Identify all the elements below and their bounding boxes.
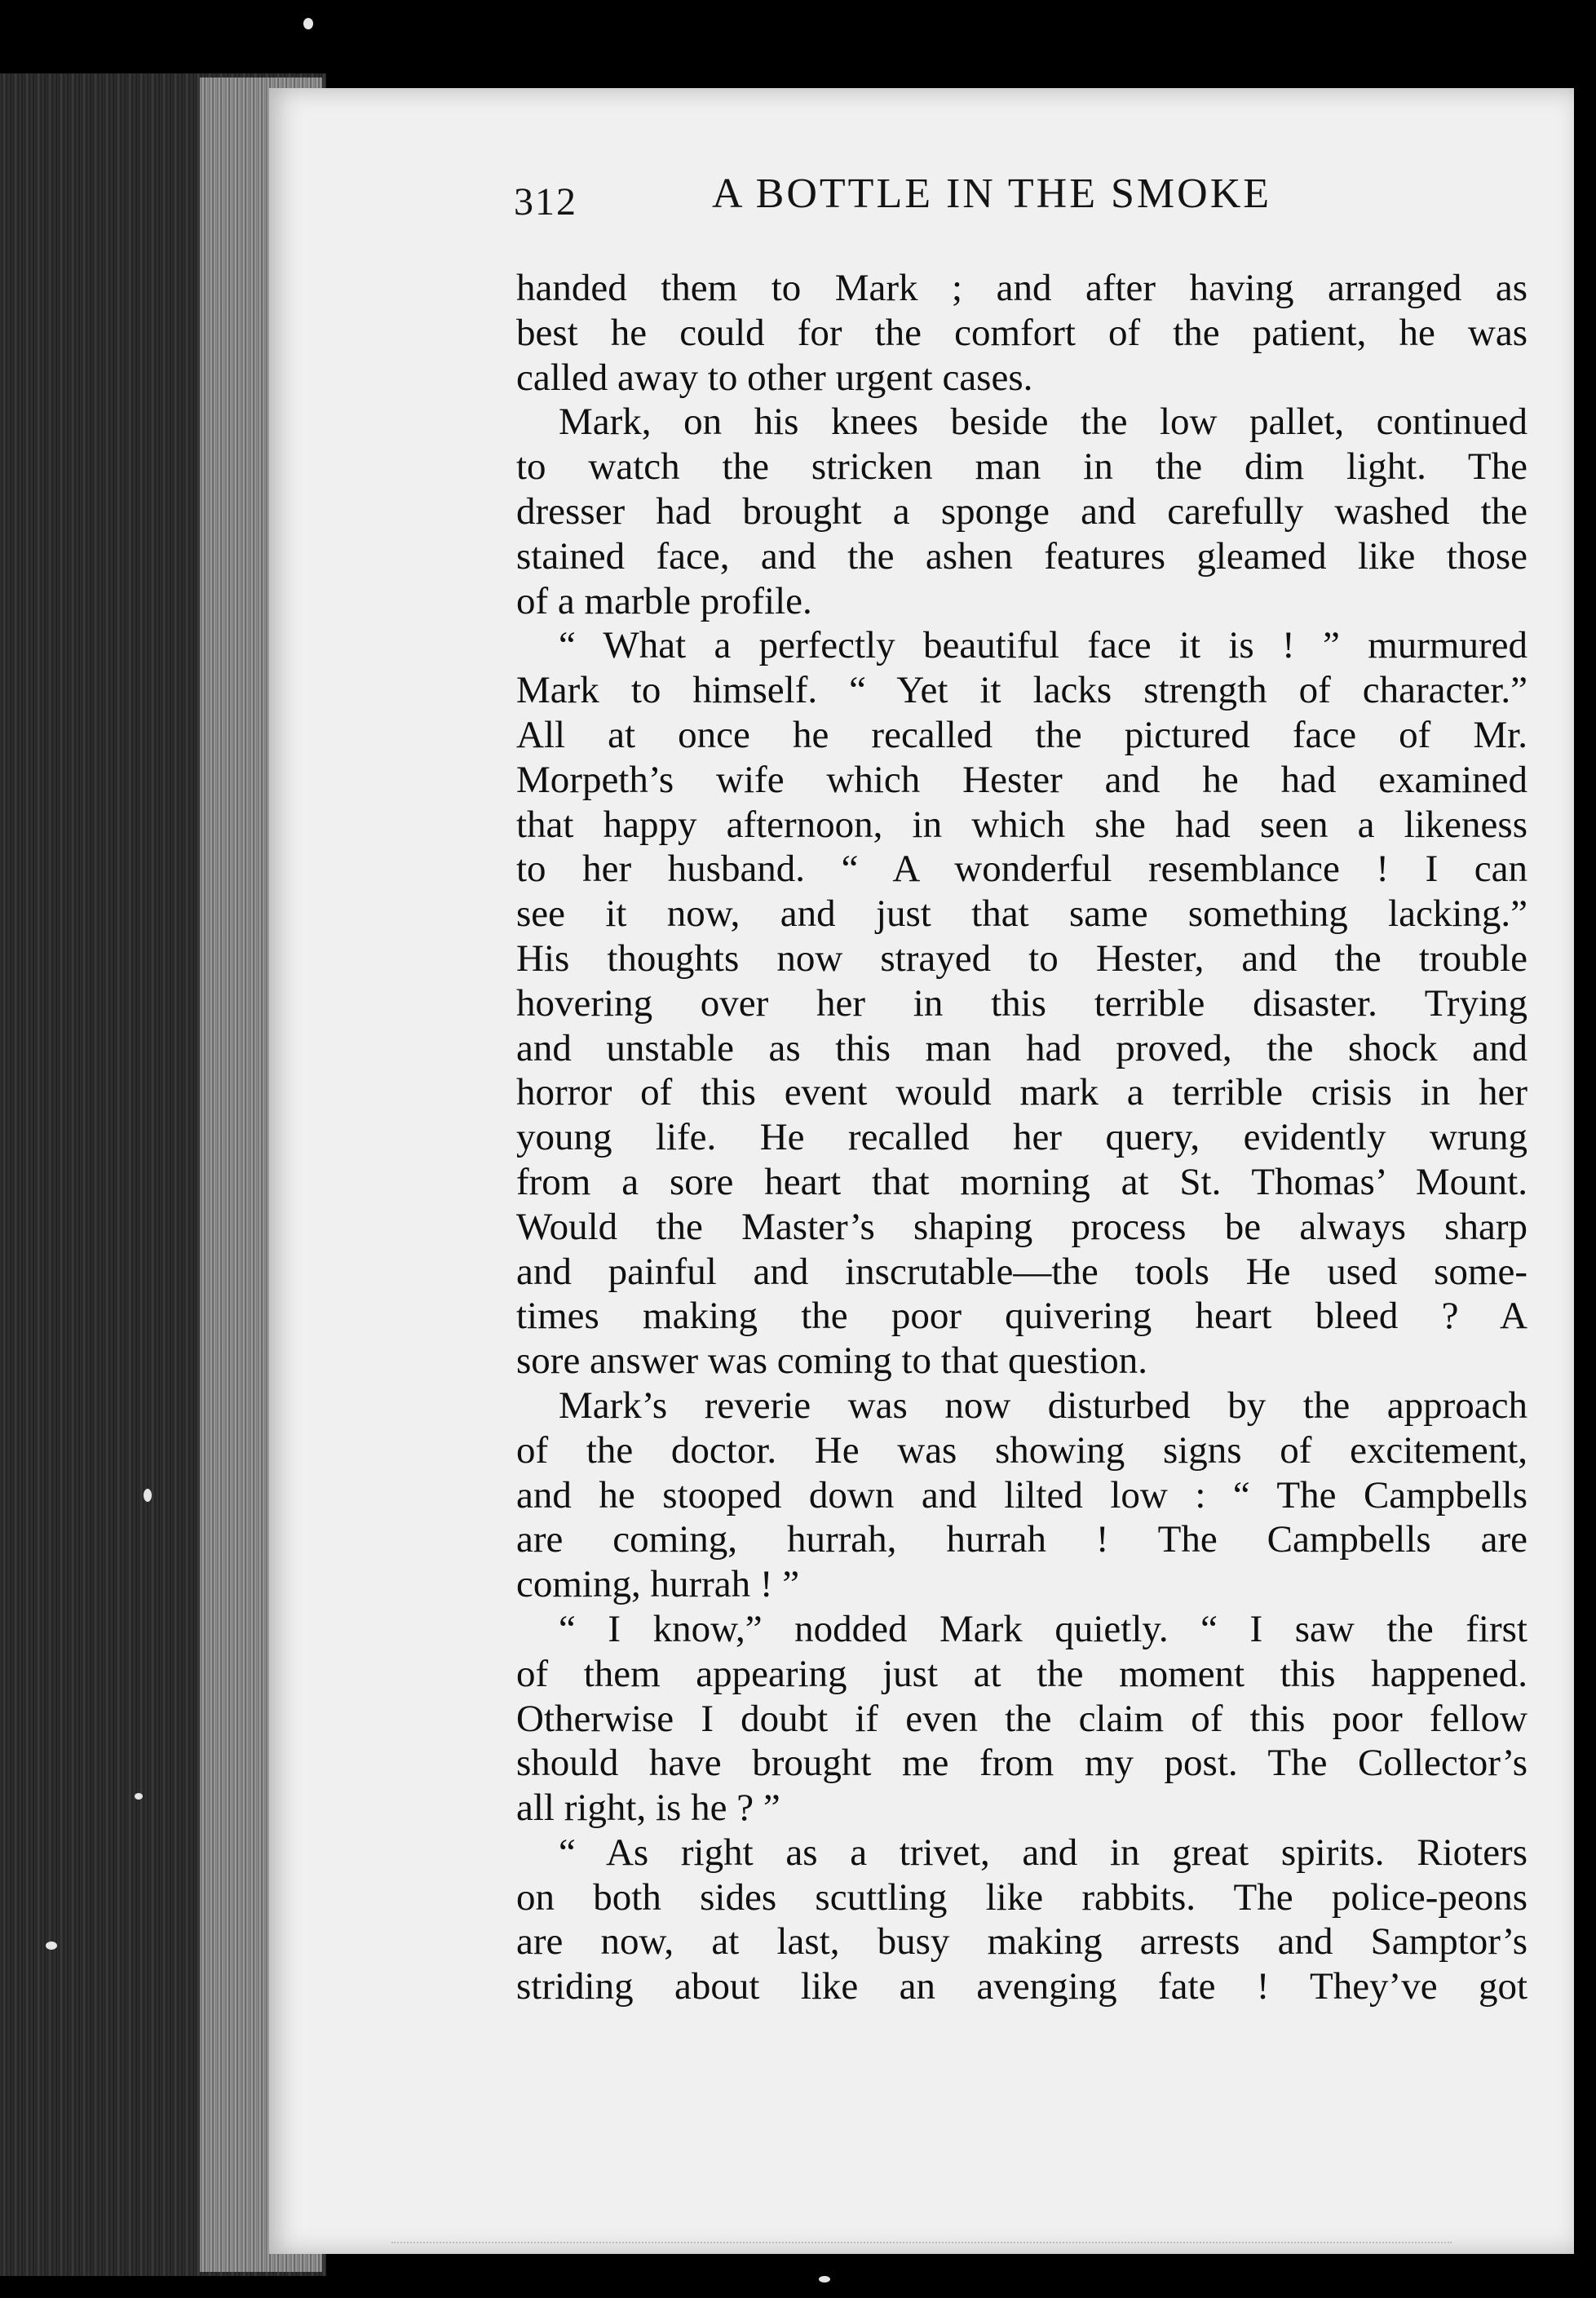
text-line: Otherwise I doubt if even the claim of this poor fellow [516,1697,1527,1740]
text-line: “ As right as a trivet, and in great spirits. Rioters [559,1831,1527,1874]
text-line: handed them to Mark ; and after having arranged as [516,267,1527,309]
text-line: to watch the stricken man in the dim light. The [516,445,1527,489]
body-text [516,266,1527,2009]
text-line: times making the poor quivering heart bleed ? A [516,1295,1527,1338]
text-line: and painful and inscrutable—the tools He used some- [516,1250,1527,1293]
text-line: stained face, and the ashen features gleamed like those [516,534,1527,578]
running-title: A BOTTLE IN THE SMOKE [712,170,1272,217]
text-line: coming, hurrah ! ” [516,1563,800,1606]
text-line: and unstable as this man had proved, the shock and [516,1026,1527,1069]
text-line: Mark’s reverie was now disturbed by the approach [559,1384,1527,1427]
text-line: Would the Master’s shaping process be always sharp [516,1205,1527,1248]
page-bottom-edge [391,2242,1452,2243]
text-line: see it now, and just that same something lacking.” [516,892,1527,936]
text-line: hovering over her in this terrible disaster. Trying [516,981,1527,1025]
text-line: Morpeth’s wife which Hester and he had examined [516,758,1527,801]
text-line: to her husband. “ A wonderful resemblance ! I can [516,848,1527,891]
scan-speck [135,1793,143,1800]
text-line: “ What a perfectly beautiful face it is ! ” murmured [559,624,1527,667]
scan-speck [46,1942,57,1950]
text-line: and he stooped down and lilted low : “ The Campbells [516,1473,1527,1517]
book-page [269,88,1574,2254]
text-line: sore answer was coming to that question. [516,1339,1148,1383]
text-line: young life. He recalled her query, evidently wrung [516,1116,1527,1159]
text-line: dresser had brought a sponge and carefully washed the [516,489,1527,533]
text-line: horror of this event would mark a terrible crisis in her [516,1071,1527,1114]
text-line: of the doctor. He was showing signs of excitement, [516,1428,1527,1472]
text-line: His thoughts now strayed to Hester, and the trouble [516,936,1527,980]
page-header [514,170,1596,235]
text-line: All at once he recalled the pictured face of Mr. [516,713,1527,756]
text-line: from a sore heart that morning at St. Thomas’ Mount. [516,1160,1527,1203]
text-line: are coming, hurrah, hurrah ! The Campbells are [516,1518,1527,1561]
text-line: all right, is he ? ” [516,1787,780,1830]
text-line: of them appearing just at the moment this happened. [516,1652,1527,1695]
scan-speck [819,2276,830,2283]
text-line: are now, at last, busy making arrests and Samptor’s [516,1920,1527,1964]
text-line: striding about like an avenging fate ! They’ve got [516,1965,1527,2008]
text-line: best he could for the comfort of the patient, he was [516,311,1527,354]
text-line: “ I know,” nodded Mark quietly. “ I saw the first [559,1607,1527,1650]
text-line: on both sides scuttling like rabbits. The police-peons [516,1875,1527,1919]
text-line: should have brought me from my post. The Collector’s [516,1742,1527,1785]
text-line: Mark to himself. “ Yet it lacks strength of character.” [516,669,1527,712]
text-line: Mark, on his knees beside the low pallet, continued [559,401,1527,444]
text-line: that happy afternoon, in which she had seen a likeness [516,803,1527,846]
text-line: of a marble profile. [516,579,812,622]
text-line: called away to other urgent cases. [516,356,1033,399]
scan-speck [303,18,313,29]
page-number: 312 [514,180,577,224]
scan-speck [144,1489,152,1502]
